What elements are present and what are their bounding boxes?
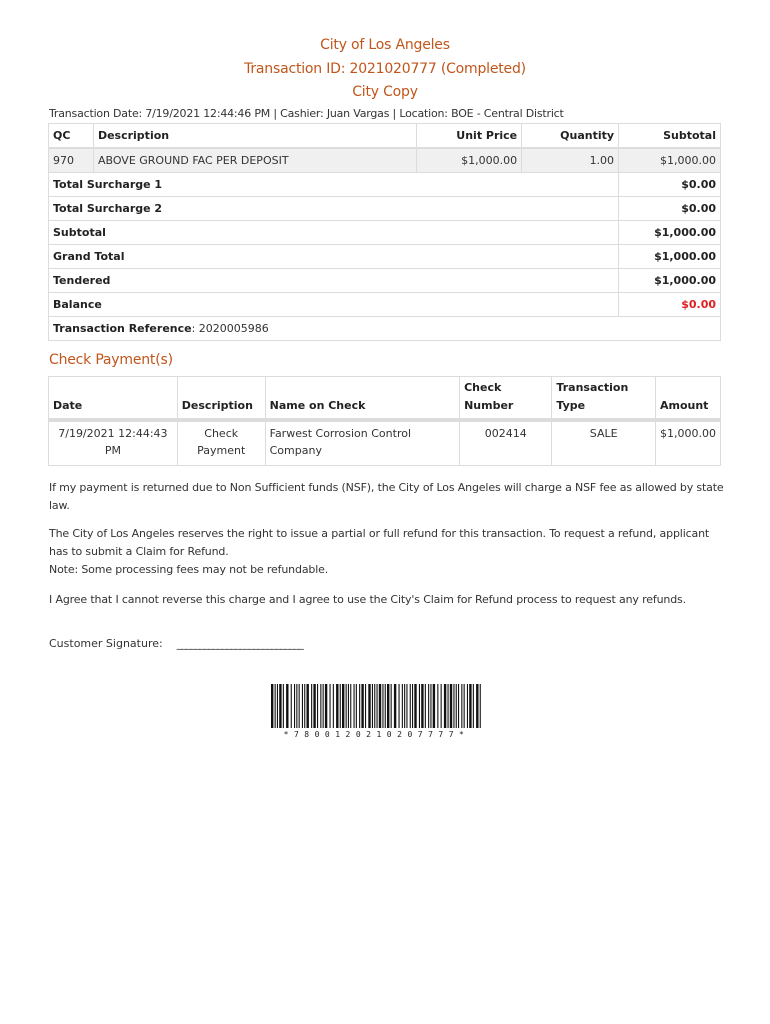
summary-label: Balance	[49, 293, 619, 317]
summary-value: $0.00	[619, 173, 721, 197]
barcode-bar	[419, 684, 420, 728]
barcode-bar	[428, 684, 429, 728]
barcode-bar	[476, 684, 478, 728]
barcode-bar	[391, 684, 392, 728]
barcode-bar	[271, 684, 273, 728]
item-qc: 970	[49, 148, 94, 173]
summary-label: Tendered	[49, 269, 619, 293]
barcode-bar	[346, 684, 347, 728]
barcode-bar	[320, 684, 321, 728]
cell-line: Farwest Corrosion Control	[269, 427, 412, 440]
barcode-bar	[412, 684, 413, 728]
transaction-meta: Transaction Date: 7/19/2021 12:44:46 PM | Cashier: Juan Vargas | Location: BOE - Central District	[49, 107, 564, 120]
barcode-bar	[294, 684, 295, 728]
header-line: Number	[464, 399, 514, 412]
summary-label: Grand Total	[49, 245, 619, 269]
item-quantity: 1.00	[522, 148, 619, 173]
barcode-bar	[307, 684, 309, 728]
cell-line: Company	[269, 444, 322, 457]
barcode-bar	[336, 684, 338, 728]
barcode-bar	[279, 684, 281, 728]
barcode-bar	[387, 684, 389, 728]
summary-row-balance	[49, 293, 721, 317]
barcode-bar	[333, 684, 334, 728]
cell-line: PM	[104, 444, 121, 457]
barcode-bar	[302, 684, 303, 728]
barcode-bar	[311, 684, 312, 728]
receipt-header	[0, 34, 770, 105]
barcode-bar	[277, 684, 278, 728]
barcode-bar	[382, 684, 383, 728]
barcode-bar	[372, 684, 373, 728]
transaction-title: Transaction ID: 2021020777 (Completed)	[244, 60, 526, 77]
barcode-bar	[469, 684, 471, 728]
barcode-bar	[399, 684, 400, 728]
barcode-bar	[385, 684, 386, 728]
summary-row-subtotal	[49, 221, 721, 245]
barcode-bar	[374, 684, 375, 728]
barcode-bar	[421, 684, 423, 728]
reference-label: Transaction Reference	[53, 322, 192, 335]
header-line: Transaction	[556, 381, 629, 394]
fees-note: Note: Some processing fees may not be refundable.	[49, 563, 329, 576]
barcode-bar	[356, 684, 357, 728]
reference-value: : 2020005986	[191, 322, 269, 335]
barcode-bar	[433, 684, 435, 728]
items-header-row	[49, 124, 721, 149]
barcode-bar	[461, 684, 462, 728]
amount-header: Amount	[655, 377, 720, 421]
barcode-bar	[340, 684, 341, 728]
barcode-bar	[430, 684, 431, 728]
qc-header: QC	[49, 124, 94, 149]
name-on-check-header: Name on Check	[265, 377, 459, 421]
barcode-bar	[313, 684, 315, 728]
table-row	[49, 148, 721, 173]
refund-notice: The City of Los Angeles reserves the right to issue a partial or full refund for this transaction. To request a refund, applicant has to submit a Claim for Refund.	[49, 527, 710, 558]
check-date	[49, 420, 178, 466]
table-row	[49, 420, 721, 466]
date-header: Date	[49, 377, 178, 421]
barcode-bar	[368, 684, 370, 728]
check-number: 002414	[460, 420, 552, 466]
summary-row-tendered	[49, 269, 721, 293]
subtotal-header: Subtotal	[619, 124, 721, 149]
transaction-type: SALE	[552, 420, 656, 466]
cell-line: Payment	[197, 444, 246, 457]
barcode-bar	[317, 684, 318, 728]
barcode-bar	[365, 684, 366, 728]
barcode-bar	[467, 684, 468, 728]
item-unit-price: $1,000.00	[417, 148, 522, 173]
barcode-bar	[348, 684, 349, 728]
summary-label: Total Surcharge 1	[49, 173, 619, 197]
barcode	[271, 684, 482, 738]
check-payments-table	[48, 376, 721, 466]
barcode-bar	[304, 684, 305, 728]
signature-line: ____________________________	[176, 637, 303, 650]
barcode-bar	[410, 684, 411, 728]
check-amount: $1,000.00	[655, 420, 720, 466]
summary-value: $1,000.00	[619, 269, 721, 293]
barcode-bar	[456, 684, 457, 728]
barcode-bar	[473, 684, 474, 728]
item-subtotal: $1,000.00	[619, 148, 721, 173]
check-payments-title: Check Payment(s)	[49, 352, 173, 368]
barcode-bar	[406, 684, 407, 728]
header-line: Check	[464, 381, 502, 394]
transaction-reference	[49, 317, 721, 341]
barcode-bar	[286, 684, 288, 728]
copy-title: City Copy	[352, 84, 418, 100]
barcode-bar	[283, 684, 284, 728]
barcode-bar	[377, 684, 378, 728]
description-header: Description	[93, 124, 416, 149]
summary-value: $1,000.00	[619, 221, 721, 245]
signature-label: Customer Signature:	[49, 637, 163, 650]
check-header-row	[49, 377, 721, 421]
item-description: ABOVE GROUND FAC PER DEPOSIT	[93, 148, 416, 173]
nsf-notice: If my payment is returned due to Non Sufficient funds (NSF), the City of Los Angeles will charge a NSF fee as allowed by state law.	[49, 481, 724, 512]
agreement-notice: I Agree that I cannot reverse this charge and I agree to use the City's Claim for Refund process to request any refunds.	[49, 593, 686, 606]
barcode-bar	[291, 684, 292, 728]
customer-signature	[49, 637, 303, 650]
barcode-bar	[350, 684, 351, 728]
barcode-bar	[450, 684, 452, 728]
summary-value: $0.00	[619, 197, 721, 221]
barcode-bar	[404, 684, 405, 728]
barcode-bar	[394, 684, 396, 728]
barcode-bar	[414, 684, 416, 728]
quantity-header: Quantity	[522, 124, 619, 149]
barcode-bar	[325, 684, 327, 728]
barcode-bar	[299, 684, 300, 728]
barcode-bar	[441, 684, 442, 728]
check-description	[177, 420, 265, 466]
barcode-bar	[425, 684, 426, 728]
barcode-bar	[330, 684, 331, 728]
barcode-bar	[458, 684, 459, 728]
summary-value: $1,000.00	[619, 245, 721, 269]
barcode-bar	[379, 684, 381, 728]
barcode-bar	[480, 684, 481, 728]
barcode-text: *7800120210207777*	[283, 730, 470, 738]
check-description-header: Description	[177, 377, 265, 421]
summary-row-surcharge-1	[49, 173, 721, 197]
summary-row-surcharge-2	[49, 197, 721, 221]
barcode-bar	[464, 684, 465, 728]
check-number-header	[460, 377, 552, 421]
cell-line: 7/19/2021 12:44:43	[58, 427, 168, 440]
summary-label: Total Surcharge 2	[49, 197, 619, 221]
barcode-bar	[361, 684, 363, 728]
barcode-bar	[342, 684, 344, 728]
barcode-bar	[448, 684, 449, 728]
balance-value: $0.00	[619, 293, 721, 317]
barcode-bar	[296, 684, 297, 728]
transaction-type-header	[552, 377, 656, 421]
barcode-bars	[271, 684, 481, 728]
summary-row-grand-total	[49, 245, 721, 269]
barcode-bar	[359, 684, 360, 728]
reference-row	[49, 317, 721, 341]
barcode-bar	[437, 684, 438, 728]
header-line: Type	[556, 399, 586, 412]
items-table	[48, 123, 721, 341]
barcode-bar	[275, 684, 276, 728]
city-title: City of Los Angeles	[320, 37, 450, 53]
barcode-bar	[354, 684, 355, 728]
barcode-bar	[402, 684, 403, 728]
name-on-check	[265, 420, 459, 466]
barcode-bar	[444, 684, 446, 728]
summary-label: Subtotal	[49, 221, 619, 245]
barcode-bar	[453, 684, 454, 728]
cell-line: Check	[204, 427, 239, 440]
barcode-bar	[323, 684, 324, 728]
unit-price-header: Unit Price	[417, 124, 522, 149]
